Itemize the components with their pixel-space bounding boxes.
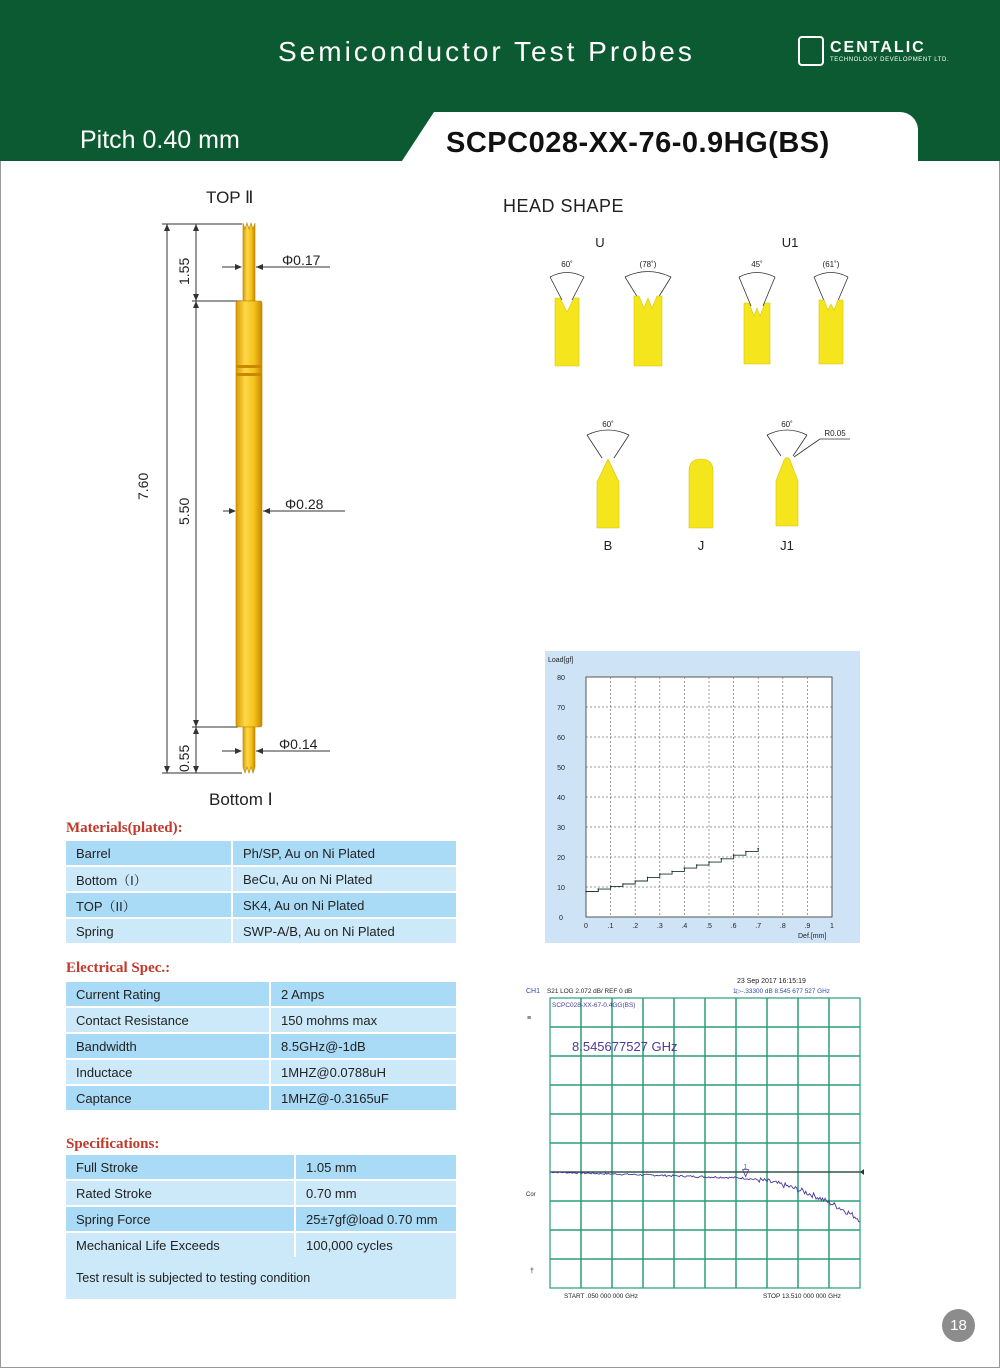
electrical-value: 2 Amps <box>270 982 456 1007</box>
logo-subtitle: TECHNOLOGY DEVELOPMENT LTD. <box>830 57 950 63</box>
specifications-table <box>66 1155 456 1259</box>
load-point <box>647 877 649 879</box>
shape-j1-label: J1 <box>780 538 794 553</box>
load-point <box>745 851 747 853</box>
electrical-value: 8.5GHz@-1dB <box>270 1033 456 1059</box>
load-point <box>610 886 612 888</box>
electrical-key: Current Rating <box>66 982 270 1007</box>
materials-row <box>66 841 456 866</box>
load-point <box>708 861 710 863</box>
materials-value: SK4, Au on Ni Plated <box>232 892 456 918</box>
spec-row <box>66 1180 456 1206</box>
vna-stop-label: STOP 13.510 000 000 GHz <box>763 1293 841 1300</box>
load-point <box>733 854 735 856</box>
electrical-row <box>66 1085 456 1111</box>
vna-left-mark: Cor <box>526 1192 536 1198</box>
vna-marker-text: 8.545677527 GHz <box>572 1039 678 1054</box>
materials-value: BeCu, Au on Ni Plated <box>232 866 456 892</box>
y-tick-label: 30 <box>557 825 565 832</box>
dia-bottom: Φ0.14 <box>279 736 318 752</box>
y-tick-label: 40 <box>557 795 565 802</box>
y-tick-label: 20 <box>557 855 565 862</box>
spec-row <box>66 1206 456 1232</box>
x-tick-label: .6 <box>730 923 737 930</box>
load-point <box>622 883 624 885</box>
x-tick-label: 1 <box>830 923 834 930</box>
dia-top: Φ0.17 <box>282 252 321 268</box>
load-point <box>634 880 636 882</box>
specifications-title: Specifications: <box>66 1136 160 1152</box>
shape-u1-label: U1 <box>781 235 799 250</box>
electrical-key: Bandwidth <box>66 1033 270 1059</box>
company-logo <box>798 36 973 72</box>
logo-mark-icon <box>798 36 824 66</box>
load-point <box>585 891 587 893</box>
y-tick-label: 80 <box>557 675 565 682</box>
materials-key: Bottom（I） <box>66 866 232 892</box>
spec-row <box>66 1232 456 1258</box>
y-tick-label: 0 <box>559 915 563 922</box>
x-tick-label: .8 <box>779 923 786 930</box>
materials-value: SWP-A/B, Au on Ni Plated <box>232 918 456 944</box>
u-angle-1: 60˚ <box>561 260 573 269</box>
vna-trace-label: SCPC028-XX-67-0.4GG(BS) <box>552 1002 636 1009</box>
spec-value: 1.05 mm <box>295 1155 456 1180</box>
dia-mid: Φ0.28 <box>285 496 324 512</box>
j1-angle: 60˚ <box>781 420 793 429</box>
b-angle: 60˚ <box>602 420 614 429</box>
y-tick-label: 70 <box>557 705 565 712</box>
load-point <box>684 867 686 869</box>
vna-left-mark: ≡ <box>527 1015 532 1022</box>
bottom-label: Bottom Ⅰ <box>209 790 273 809</box>
electrical-table <box>66 982 456 1112</box>
vna-header: S21 LOG 2.072 dB/ REF 0 dB <box>547 988 633 995</box>
load-point <box>598 888 600 890</box>
x-tick-label: .9 <box>804 923 811 930</box>
electrical-value: 1MHZ@0.0788uH <box>270 1059 456 1085</box>
electrical-row <box>66 982 456 1007</box>
electrical-key: Inductace <box>66 1059 270 1085</box>
vna-date: 23 Sep 2017 16:15:19 <box>737 978 806 985</box>
materials-key: TOP（II） <box>66 892 232 918</box>
load-point <box>696 864 698 866</box>
y-axis-label: Load[gf] <box>548 657 574 664</box>
electrical-value: 150 mohms max <box>270 1007 456 1033</box>
load-point <box>671 871 673 873</box>
top-label: TOP Ⅱ <box>206 188 254 207</box>
materials-key: Spring <box>66 918 232 944</box>
x-tick-label: .3 <box>656 923 663 930</box>
u-angle-2: (78˚) <box>639 260 657 269</box>
head-shape-title: HEAD SHAPE <box>503 196 625 216</box>
y-tick-label: 60 <box>557 735 565 742</box>
spec-key: Mechanical Life Exceeds <box>66 1232 295 1258</box>
x-tick-label: 0 <box>584 923 588 930</box>
x-tick-label: .5 <box>706 923 712 930</box>
vna-s21-chart <box>520 972 865 1302</box>
j1-radius: R0.05 <box>824 429 846 438</box>
load-point <box>721 858 723 860</box>
vna-left-mark: † <box>530 1268 534 1275</box>
x-axis-label: Def.[mm] <box>798 933 827 940</box>
y-tick-label: 50 <box>557 765 565 772</box>
load-deflection-chart <box>545 651 860 943</box>
vna-marker-readout: 1▷-.33300 dB 8.545 677 527 GHz <box>733 988 830 995</box>
materials-row <box>66 918 456 944</box>
load-point <box>757 848 759 850</box>
materials-title: Materials(plated): <box>66 820 183 836</box>
vna-marker-number: 1 <box>743 1164 748 1171</box>
dim-bottom: 0.55 <box>176 744 192 772</box>
logo-name: CENTALIC <box>830 39 926 56</box>
x-tick-label: .2 <box>632 923 639 930</box>
u1-angle-2: (61˚) <box>822 260 840 269</box>
y-tick-label: 10 <box>557 885 565 892</box>
model-number: SCPC028-XX-76-0.9HG(BS) <box>446 127 830 159</box>
pitch-label: Pitch 0.40 mm <box>80 126 240 154</box>
dim-top: 1.55 <box>176 257 192 285</box>
electrical-row <box>66 1033 456 1059</box>
materials-row <box>66 866 456 892</box>
spec-value: 0.70 mm <box>295 1180 456 1206</box>
vna-channel: CH1 <box>526 988 541 995</box>
vna-chart-svg <box>520 972 865 1302</box>
spec-value: 100,000 cycles <box>295 1232 456 1258</box>
page-number: 18 <box>942 1309 975 1342</box>
x-tick-label: .4 <box>681 923 688 930</box>
electrical-value: 1MHZ@-0.3165uF <box>270 1085 456 1111</box>
dim-total: 7.60 <box>135 472 151 500</box>
probe-drawing <box>130 215 370 785</box>
electrical-row <box>66 1007 456 1033</box>
x-tick-label: .7 <box>755 923 762 930</box>
spec-key: Full Stroke <box>66 1155 295 1180</box>
electrical-key: Contact Resistance <box>66 1007 270 1033</box>
spec-key: Spring Force <box>66 1206 295 1232</box>
shape-u-label: U <box>595 235 605 250</box>
spec-row <box>66 1155 456 1180</box>
shape-j-label: J <box>697 538 705 553</box>
materials-row <box>66 892 456 918</box>
electrical-key: Captance <box>66 1085 270 1111</box>
test-note: Test result is subjected to testing condition <box>66 1257 456 1299</box>
electrical-row <box>66 1059 456 1085</box>
materials-key: Barrel <box>66 841 232 866</box>
x-tick-label: .1 <box>607 923 614 930</box>
u1-angle-1: 45˚ <box>751 260 763 269</box>
materials-table <box>66 841 456 945</box>
electrical-title: Electrical Spec.: <box>66 960 171 976</box>
materials-value: Ph/SP, Au on Ni Plated <box>232 841 456 866</box>
load-chart-svg <box>545 651 860 943</box>
load-point <box>659 873 661 875</box>
page-title: Semiconductor Test Probes <box>278 36 695 67</box>
vna-start-label: START .050 000 000 GHz <box>564 1293 638 1300</box>
dim-mid: 5.50 <box>176 497 192 525</box>
spec-key: Rated Stroke <box>66 1180 295 1206</box>
head-shape-diagram <box>530 230 890 560</box>
shape-b-label: B <box>603 538 613 553</box>
spec-value: 25±7gf@load 0.70 mm <box>295 1206 456 1232</box>
